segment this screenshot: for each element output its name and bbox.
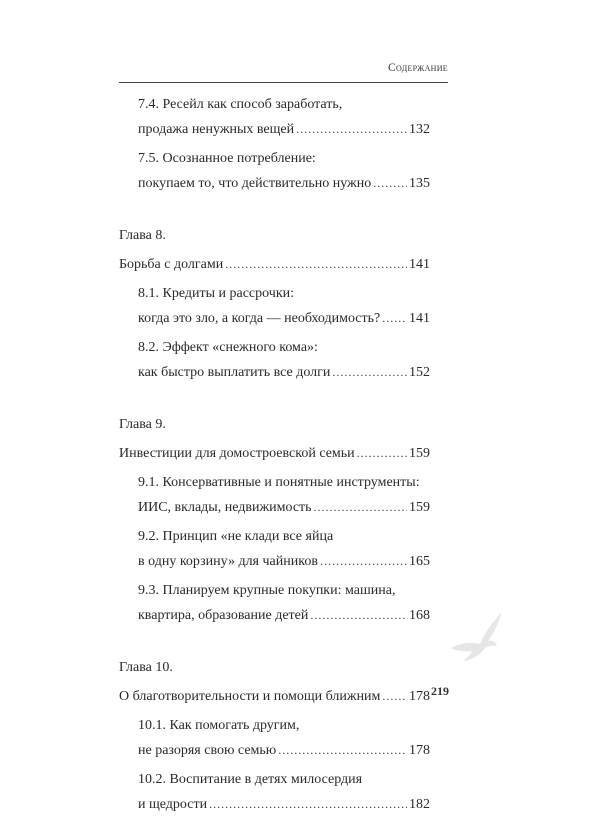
toc-entry-line1: 8.2. Эффект «снежного кома»: xyxy=(138,340,318,355)
toc-entry xyxy=(138,360,430,385)
toc-entry-line1: 8.1. Кредиты и рассрочки: xyxy=(138,286,295,301)
toc-page-number: 168 xyxy=(409,608,430,623)
toc-page-number: 141 xyxy=(409,257,430,272)
chapter-entry xyxy=(119,684,430,709)
toc-entry xyxy=(138,549,430,574)
toc-page-number: 132 xyxy=(409,122,430,137)
dove-icon xyxy=(447,608,507,664)
dot-leader xyxy=(332,360,407,385)
dot-leader xyxy=(357,441,407,466)
chapter-title: О благотворительности и помощи ближним xyxy=(119,689,381,704)
toc-entry-line1: 10.2. Воспитание в детях милосердия xyxy=(138,772,363,787)
toc-page-number: 178 xyxy=(409,743,430,758)
chapter-title: Инвестиции для домостроевской семьи xyxy=(119,446,355,461)
toc-page-number: 182 xyxy=(409,797,430,812)
dot-leader xyxy=(278,738,407,763)
dot-leader xyxy=(209,792,407,817)
chapter-title: Борьба с долгами xyxy=(119,257,224,272)
toc-page-number: 165 xyxy=(409,554,430,569)
toc-entry-line2: как быстро выплатить все долги xyxy=(138,365,331,380)
dot-leader xyxy=(382,684,407,709)
dot-leader xyxy=(373,171,407,196)
toc-page-number: 178 xyxy=(409,689,430,704)
toc-entry-line2: не разоряя свою семью xyxy=(138,743,277,758)
toc-page-number: 152 xyxy=(409,365,430,380)
toc-entry-line1: 9.2. Принцип «не клади все яйца xyxy=(138,529,334,544)
dot-leader xyxy=(310,603,407,628)
chapter-label: Глава 9. xyxy=(119,417,166,432)
dot-leader xyxy=(320,549,407,574)
toc-entry-line2: продажа ненужных вещей xyxy=(138,122,295,137)
toc-entry xyxy=(138,792,430,817)
toc-page-number: 159 xyxy=(409,500,430,515)
toc-entry xyxy=(138,171,430,196)
toc-page-number: 159 xyxy=(409,446,430,461)
dot-leader xyxy=(382,306,407,331)
header-rule xyxy=(119,82,448,83)
toc-entry-line1: 9.3. Планируем крупные покупки: машина, xyxy=(138,583,396,598)
toc-page-number: 135 xyxy=(409,176,430,191)
toc-page-number: 141 xyxy=(409,311,430,326)
toc-entry-line2: в одну корзину» для чайников xyxy=(138,554,318,569)
toc-entry-line2: покупаем то, что действительно нужно xyxy=(138,176,372,191)
toc-entry-line2: и щедрости xyxy=(138,797,208,812)
toc-entry-line1: 9.1. Консервативные и понятные инструменты: xyxy=(138,475,420,490)
toc-entry-line2: квартира, образование детей xyxy=(138,608,309,623)
toc-entry-line1: 7.5. Осознанное потребление: xyxy=(138,151,316,166)
chapter-label: Глава 10. xyxy=(119,660,173,675)
toc-entry-line1: 7.4. Ресейл как способ заработать, xyxy=(138,97,343,112)
toc-entry xyxy=(138,495,430,520)
toc-entry-line1: 10.1. Как помогать другим, xyxy=(138,718,300,733)
chapter-entry xyxy=(119,252,430,277)
toc-entry xyxy=(138,306,430,331)
toc-entry xyxy=(138,117,430,142)
toc-entry-line2: ИИС, вклады, недвижимость xyxy=(138,500,312,515)
dot-leader xyxy=(314,495,407,520)
page-number: 219 xyxy=(431,684,449,698)
table-of-contents xyxy=(119,92,430,817)
dot-leader xyxy=(225,252,407,277)
chapter-label: Глава 8. xyxy=(119,228,166,243)
toc-entry xyxy=(138,738,430,763)
chapter-entry xyxy=(119,441,430,466)
toc-entry-line2: когда это зло, а когда — необходимость? xyxy=(138,311,381,326)
dot-leader xyxy=(296,117,407,142)
toc-entry xyxy=(138,603,430,628)
header-title: Содержание xyxy=(388,62,448,74)
